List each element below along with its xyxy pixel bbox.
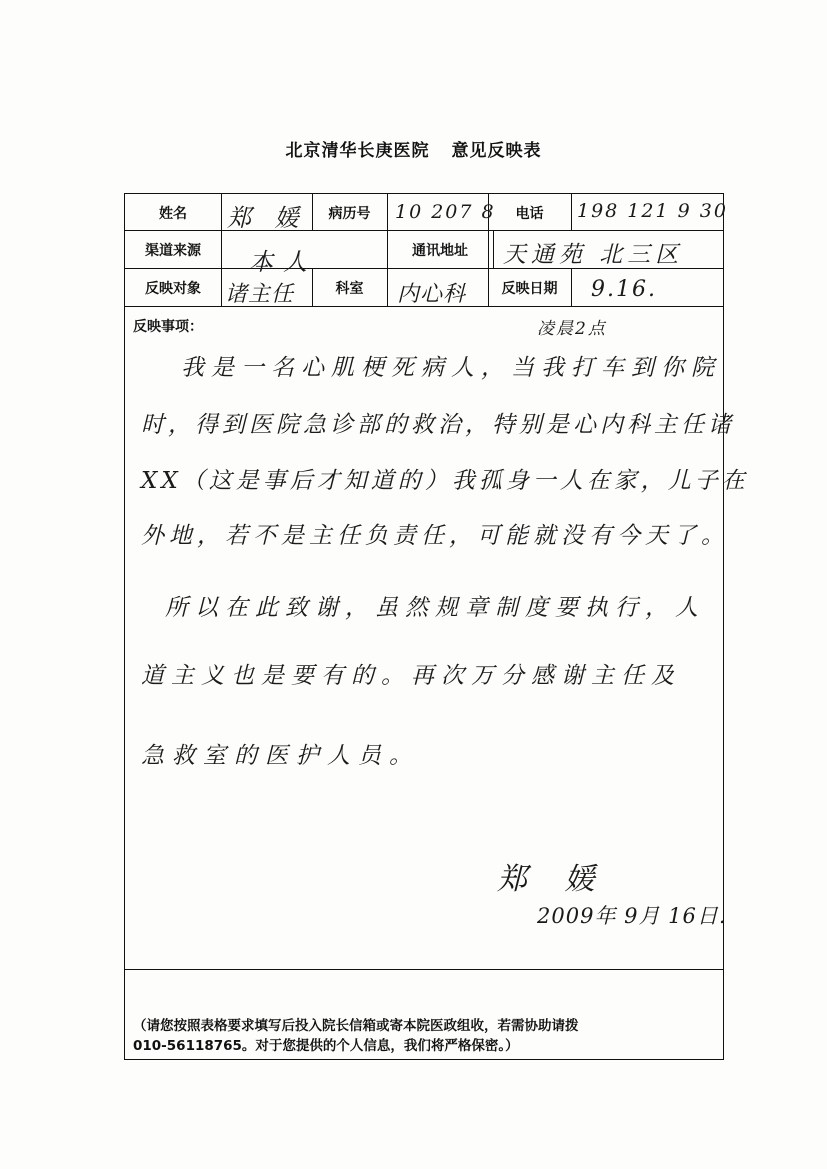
department-value: 内心科 (397, 282, 467, 307)
body-line-7: 急救室的医护人员。 (141, 743, 420, 769)
body-line-6: 道主义也是要有的。再次万分感谢主任及 (141, 663, 681, 689)
target-label: 反映对象 (145, 280, 201, 297)
channel-value: 本人 (249, 248, 317, 276)
body-line-2: 时，得到医院急诊部的救治，特别是心内科主任诸 (141, 412, 735, 438)
address-label: 通讯地址 (412, 242, 468, 259)
name-value: 郑 媛 (227, 204, 307, 232)
record-no-label: 病历号 (328, 205, 371, 222)
phone-label: 电话 (515, 205, 544, 222)
footer-note (133, 1016, 579, 1056)
signed-date: 2009年 9月 16日. (537, 904, 727, 928)
insert-note: 凌晨2点 (537, 319, 607, 339)
form-name: 意见反映表 (451, 141, 542, 161)
col-divider (493, 230, 494, 268)
record-no-value: 10 207 8 (395, 201, 496, 223)
form-title (0, 136, 827, 161)
department-label: 科室 (335, 280, 364, 297)
hospital-name: 北京清华长庚医院 (285, 141, 430, 161)
body-line-3: XX（这是事后才知道的）我孤身一人在家，儿子在 (141, 468, 749, 494)
footer-line-2: 010-56118765。对于您提供的个人信息，我们将严格保密。） (133, 1038, 519, 1054)
body-line-1: 我是一名心肌梗死病人，当我打车到你院 (181, 355, 721, 381)
feedback-form (124, 193, 749, 1060)
row-divider (125, 969, 723, 970)
date-value: 9.16. (591, 277, 657, 302)
footer-line-1: （请您按照表格要求填写后投入院长信箱或寄本院医政组收，若需协助请拨 (133, 1018, 579, 1034)
target-value: 诸主任 (225, 282, 295, 307)
body-line-4: 外地，若不是主任负责任，可能就没有今天了。 (141, 523, 729, 549)
phone-value: 198 121 9 30 (577, 200, 728, 222)
col-divider (387, 194, 388, 230)
body-line-5: 所以在此致谢，虽然规章制度要执行，人 (165, 595, 705, 621)
col-divider (571, 268, 572, 306)
name-label: 姓名 (159, 205, 187, 222)
address-value: 天通苑 北三区 (503, 242, 684, 268)
matters-label: 反映事项： (133, 319, 203, 335)
signature: 郑 媛 (497, 862, 609, 897)
col-divider (571, 194, 572, 230)
date-label: 反映日期 (501, 280, 558, 297)
channel-label: 渠道来源 (145, 242, 201, 259)
col-divider (221, 194, 222, 306)
